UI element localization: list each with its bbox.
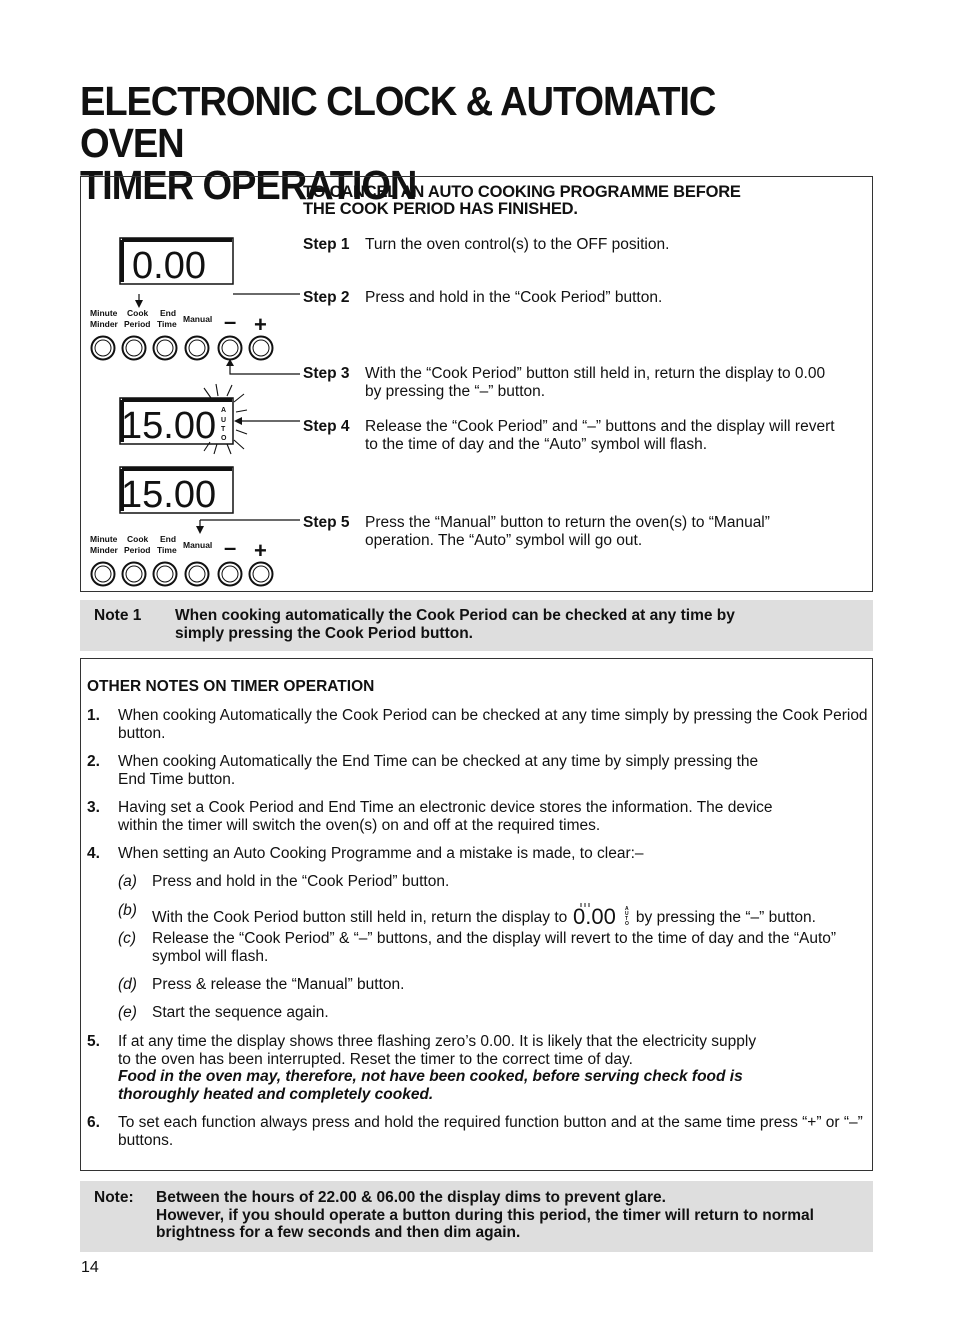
other-notes-heading: OTHER NOTES ON TIMER OPERATION — [87, 678, 375, 695]
arrow-manual — [196, 526, 204, 534]
step-1-label: Step 1 — [303, 236, 350, 253]
note-item-5-number: 5. — [87, 1033, 100, 1050]
note-2-label: Note: — [94, 1189, 134, 1206]
note-item-2-number: 2. — [87, 753, 100, 770]
display-2-text: 15.00 — [121, 405, 217, 447]
inline-display-icon — [572, 902, 632, 928]
note-item-2-line2: End Time button. — [118, 770, 236, 788]
subitem-c-label: (c) — [118, 930, 137, 947]
cancel-heading — [303, 184, 741, 218]
label-minute-2: Minute — [90, 534, 118, 544]
plus-sign-2: + — [254, 538, 267, 563]
subitem-a-label: (a) — [118, 873, 137, 890]
timer-display-3 — [120, 467, 233, 516]
display-3-text: 15.00 — [121, 474, 217, 516]
arrow-auto — [234, 417, 242, 425]
note-item-2-text — [118, 753, 868, 788]
subitem-c-text: Release the “Cook Period” & “–” buttons, and the display will revert to the time of day and the “Auto” symbol will flash. — [152, 930, 837, 965]
note-item-3-line1: Having set a Cook Period and End Time an electronic device stores the information. The device — [118, 799, 773, 816]
note-item-6-number: 6. — [87, 1114, 100, 1131]
display-1-text: 0.00 — [132, 245, 206, 287]
page-number: 14 — [81, 1259, 99, 1276]
inline-auto-symbol — [625, 906, 629, 927]
arrow-cook-period-1 — [135, 300, 143, 308]
note-2-line1: Between the hours of 22.00 & 06.00 the display dims to prevent glare. — [156, 1189, 666, 1206]
connector-step3 — [230, 360, 300, 374]
label-minder-1: Minder — [90, 319, 118, 329]
note-1-line1: When cooking automatically the Cook Period can be checked at any time by — [175, 607, 735, 624]
cancel-heading-line1: TO CANCEL AN AUTO COOKING PROGRAMME BEFORE — [303, 183, 741, 201]
subitem-e-label: (e) — [118, 1004, 137, 1021]
note-item-3-text — [118, 799, 868, 834]
page-title-line2: TIMER OPERATION — [80, 162, 417, 208]
note-item-5-line1: If at any time the display shows three flashing zero’s 0.00. It is likely that the electricity supply — [118, 1033, 757, 1050]
inline-auto-t: T — [624, 916, 628, 922]
inline-auto-o: O — [624, 921, 629, 927]
subitem-b-text-before: With the Cook Period button still held in, return the display to — [152, 909, 568, 926]
step-4-label: Step 4 — [303, 418, 350, 435]
note-1-text — [175, 607, 865, 642]
note-item-5-line2: to the oven has been interrupted. Reset the timer to the correct time of day. — [118, 1050, 633, 1068]
note-1-label: Note 1 — [94, 607, 142, 624]
minus-sign-1: – — [224, 309, 237, 334]
subitem-d-text: Press & release the “Manual” button. — [152, 976, 405, 993]
auto-letter-o: O — [221, 435, 227, 442]
note-item-1-number: 1. — [87, 707, 100, 724]
step-3-text: With the “Cook Period” button still held in, return the display to 0.00 by pressing the “–” button. — [365, 365, 826, 400]
step-1-text: Turn the oven control(s) to the OFF position. — [365, 236, 670, 253]
minus-sign-2: – — [224, 535, 237, 560]
label-time-1: Time — [157, 319, 177, 329]
label-period-2: Period — [124, 545, 151, 555]
subitem-b-text — [152, 902, 867, 928]
button-labels-1 — [90, 308, 212, 329]
auto-letter-u: U — [221, 417, 227, 424]
step-5-label: Step 5 — [303, 514, 350, 531]
timer-display-1 — [120, 238, 233, 287]
note-item-3-line2: within the timer will switch the oven(s) on and off at the required times. — [118, 816, 601, 834]
step-5-text: Press the “Manual” button to return the oven(s) to “Manual” operation. The “Auto” symbol will go out. — [365, 514, 770, 549]
label-end-1: End — [160, 308, 177, 318]
label-period-1: Period — [124, 319, 151, 329]
note-1-line2: simply pressing the Cook Period button. — [175, 624, 473, 642]
note-item-5-warning-line2: thoroughly heated and completely cooked. — [118, 1085, 434, 1103]
label-minute-1: Minute — [90, 308, 118, 318]
label-manual-2: Manual — [183, 540, 213, 550]
auto-letter-a: A — [221, 407, 227, 414]
label-minder-2: Minder — [90, 545, 118, 555]
label-cook-1: Cook — [127, 308, 149, 318]
subitem-a-text: Press and hold in the “Cook Period” button. — [152, 873, 450, 890]
note-2-line2: However, if you should operate a button during this period, the timer will return to normal — [156, 1206, 814, 1224]
note-2-text — [156, 1189, 868, 1242]
step-4-text: Release the “Cook Period” and “–” buttons and the display will revert to the time of day and the “Auto” symbol will flash. — [365, 418, 835, 453]
button-row-1 — [92, 337, 273, 360]
note-item-1-text: When cooking Automatically the Cook Period can be checked at any time simply by pressing the Cook Period button. — [118, 707, 868, 742]
note-item-5-warning-line1: Food in the oven may, therefore, not have been cooked, before serving check food is — [118, 1068, 743, 1085]
step-2-text: Press and hold in the “Cook Period” button. — [365, 289, 663, 306]
note-item-3-number: 3. — [87, 799, 100, 816]
note-item-4-text: When setting an Auto Cooking Programme and a mistake is made, to clear:– — [118, 845, 644, 862]
auto-letter-t: T — [221, 426, 226, 433]
button-labels-2 — [90, 534, 212, 555]
subitem-e-text: Start the sequence again. — [152, 1004, 329, 1021]
inline-auto-a: A — [624, 906, 629, 912]
note-item-2-line1: When cooking Automatically the End Time can be checked at any time by simply pressing the — [118, 753, 759, 770]
note-2-line3: brightness for a few seconds and then dim again. — [156, 1224, 521, 1241]
timer-display-2 — [120, 384, 247, 454]
inline-display-text: 0.00 — [572, 904, 616, 928]
label-time-2: Time — [157, 545, 177, 555]
subitem-b-label: (b) — [118, 902, 137, 919]
page-title-line1: ELECTRONIC CLOCK & AUTOMATIC OVEN — [80, 78, 716, 166]
timer-diagram — [84, 232, 300, 588]
note-item-4-number: 4. — [87, 845, 100, 862]
step-2-label: Step 2 — [303, 289, 350, 306]
cancel-heading-line2: THE COOK PERIOD HAS FINISHED. — [303, 200, 578, 218]
plus-sign-1: + — [254, 312, 267, 337]
note-item-6-text: To set each function always press and hold the required function button and at the same time press “+” or “–” buttons. — [118, 1114, 863, 1149]
button-row-2 — [92, 563, 273, 586]
label-end-2: End — [160, 534, 177, 544]
step-3-label: Step 3 — [303, 365, 350, 382]
subitem-d-label: (d) — [118, 976, 137, 993]
note-item-5-text — [118, 1033, 868, 1103]
subitem-b-text-after: by pressing the “–” button. — [635, 909, 816, 926]
label-cook-2: Cook — [127, 534, 149, 544]
inline-auto-u: U — [624, 911, 629, 917]
label-manual-1: Manual — [183, 314, 213, 324]
